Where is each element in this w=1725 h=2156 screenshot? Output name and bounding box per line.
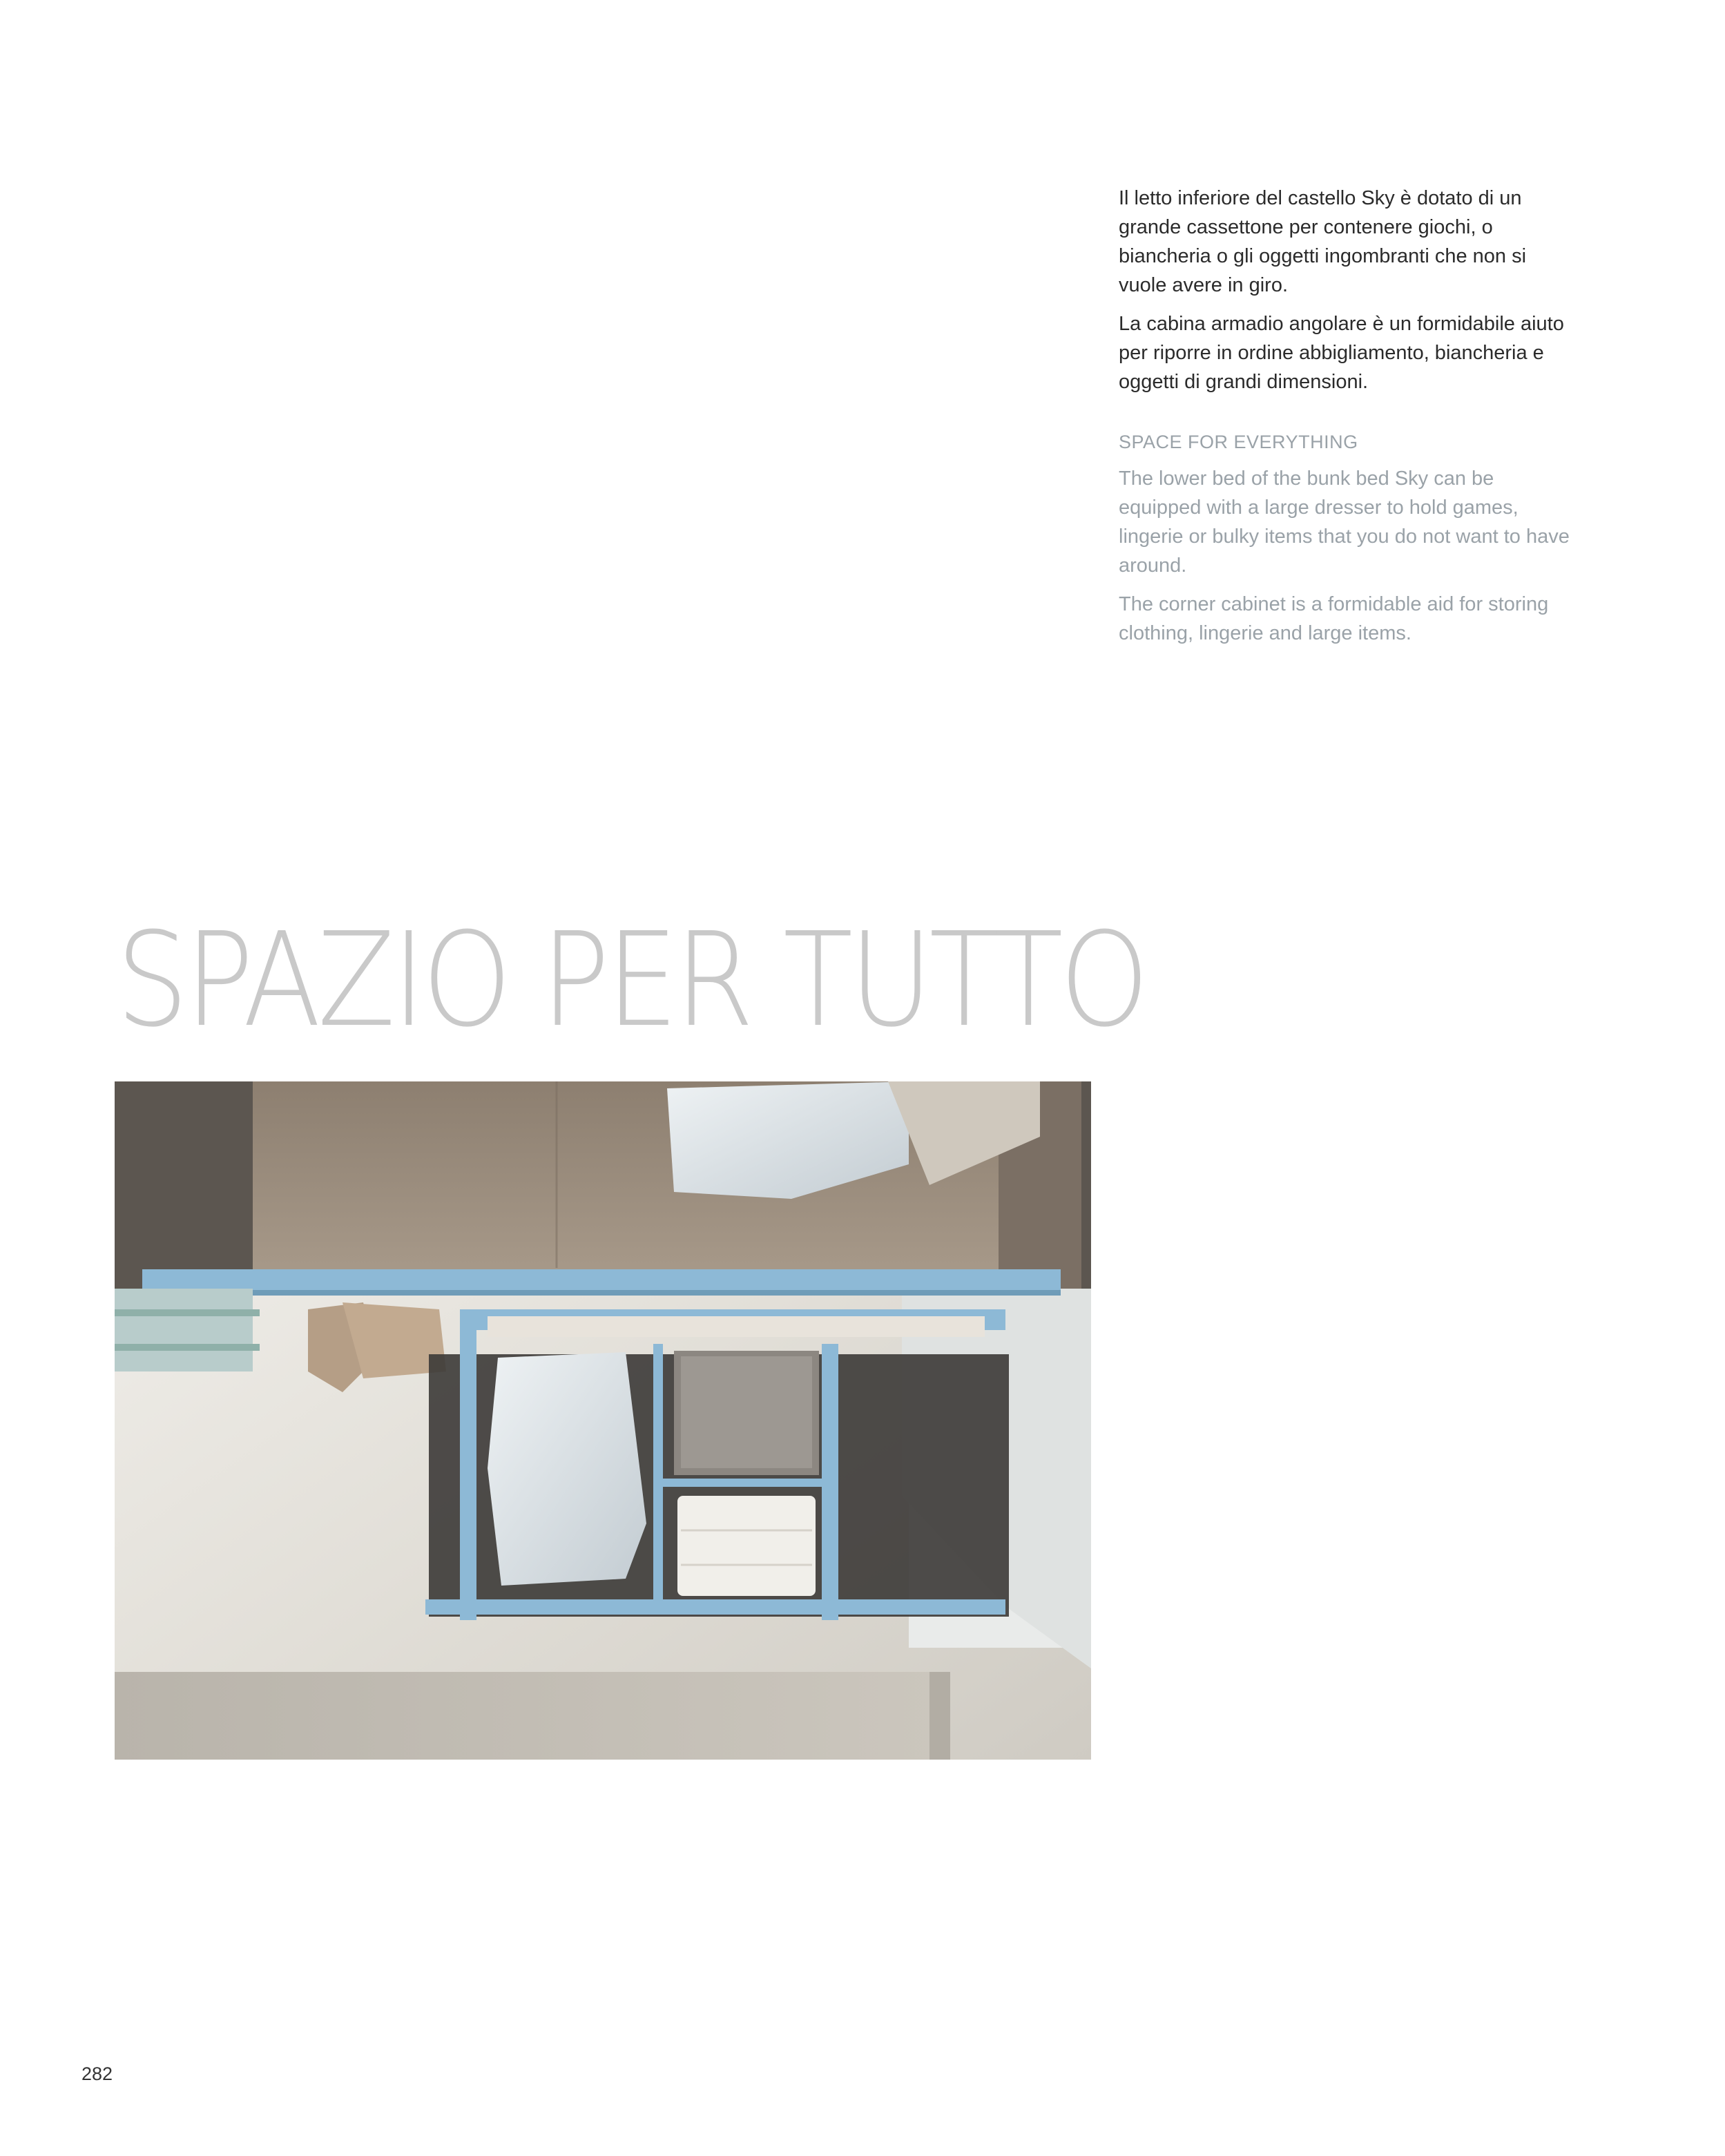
italian-paragraph-2: La cabina armadio angolare è un formidabile aiuto per riporre in ordine abbigliamento, biancheria e oggetti di grandi dimensioni. <box>1119 313 1564 393</box>
bed-drawer-photo <box>115 1081 1091 1760</box>
english-paragraph-1: The lower bed of the bunk bed Sky can be equipped with a large dresser to hold games, lingerie or bulky items that you do not want to have around. <box>1119 468 1570 577</box>
english-paragraph-2: The corner cabinet is a formidable aid for storing clothing, lingerie and large items. <box>1119 593 1549 644</box>
english-heading: SPACE FOR EVERYTHING <box>1119 432 1358 452</box>
description-column <box>1119 184 1574 657</box>
page-number: 282 <box>81 2063 113 2084</box>
italian-paragraph-1: Il letto inferiore del castello Sky è dotato di un grande cassettone per contenere giochi, o biancheria o gli oggetti ingombranti che non si vuole avere in giro. <box>1119 187 1527 296</box>
page-title: SPAZIO PER TUTTO <box>116 905 1146 1056</box>
